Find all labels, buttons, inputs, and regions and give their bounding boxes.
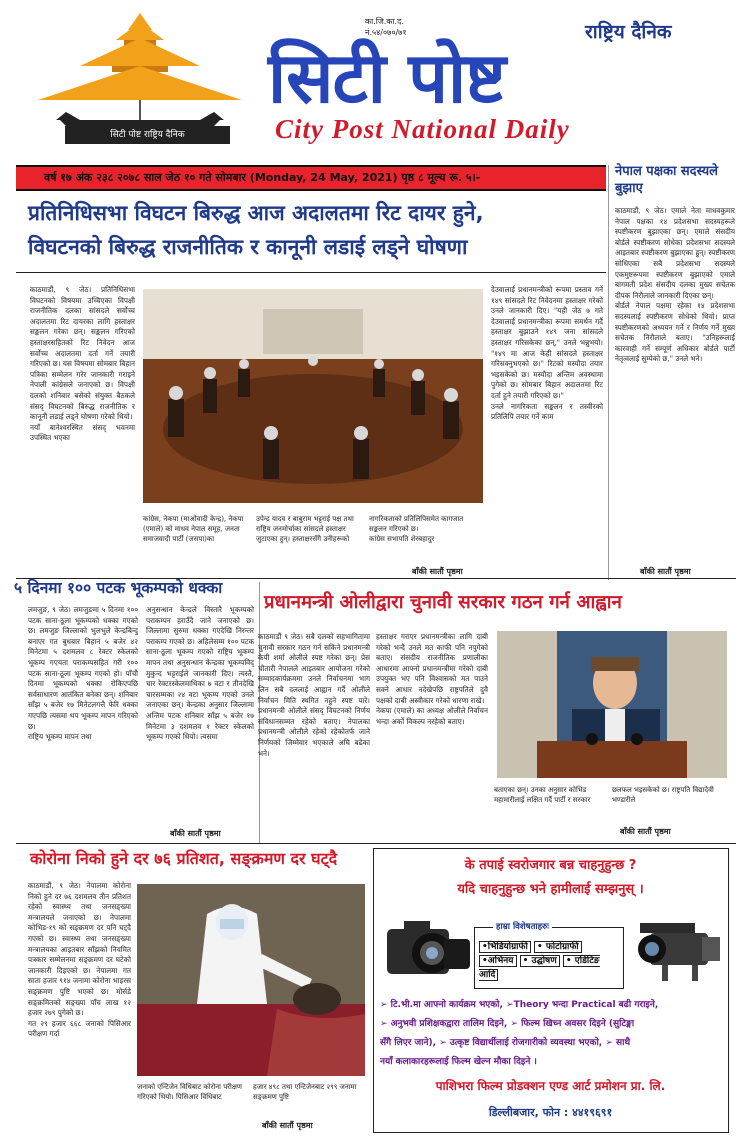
lead-photo-caption-2: उपेन्द्र यादव र बाबुराम भट्टराई पक्ष तथा राष्ट्रिय जनमोर्चाका सांसदले हस्ताक्षर जुटाएका हुन्। हस्ताक्षरसँगै उनीहरूको [256, 515, 354, 543]
corona-photo-caption-1: जनाको एन्टिजेन विधिबाट कोरोना परीक्षण गरिएको थियो। पिसिआर विधिबाट [137, 1083, 242, 1101]
quake-headline: ५ दिनमा १०० पटक भूकम्पको धक्का [14, 579, 223, 597]
dateline-text: वर्ष १७ अंक २३८ २०७८ साल जेठ १० गते सोमबार (Monday, 24 May, 2021) पृष्ठ ८ मूल्य रू. ५।- [44, 171, 481, 184]
lead-headline-line-2: विघटनको बिरुद्ध राजनीतिक र कानूनी लडाई लड्ने घोषणा [28, 235, 468, 259]
registration-line-1: का.जि.का.द. [365, 17, 404, 26]
ad-bullet-4: नयाँ कलाकारहरूलाई फिल्म खेल्न मौका दिइने । [380, 1057, 537, 1067]
parliament-meeting-photo [143, 289, 483, 503]
advertisement [373, 848, 729, 1133]
ad-company-name: पाशिभरा फिल्म प्रोडक्शन एण्ड आर्ट प्रमोशन प्रा. लि. [435, 1079, 666, 1093]
sidebar-continued: बाँकी सातौं पृष्ठमा [640, 567, 691, 576]
pm-continued: बाँकी सातौं पृष्ठमा [620, 827, 671, 836]
masthead-title: सिटी पोष्ट [268, 37, 505, 119]
ad-bullet-2: ➢ अनुभवी प्रशिक्षकद्वारा तालिम दिइने, ➢ फिल्म खिच्न अवसर दिइने (सुटिङ्मा [380, 1019, 635, 1029]
pm-column-1: काठमाडौं ९ जेठ। सबै दलको सहभागितामा चुनावी सरकार गठन गर्न सकिने प्रधानमन्त्री केपी शर्मा ओलीले स्पष्ट गरेका छन्। प्रेस चौतारी नेपालले आइतबार आयोजना गरेको सम्वादकार्यक्रममा उनले निर्वाचनमा भाग लिन सबै दललाई आह्वान गर्दै ओलीले निर्वाचन मिति स्थगित नहुने स्पष्ट पारे। प्रधानमन्त्री ओलीले संसद् विघटनको निर्णय संविधानसम्मत रहेको बताए। नेपालका प्रधानमन्त्री ओलीले रहेको रहेकोतर्फ जाने निर्णयको जिम्मेवार भएकाले अघि बढेका भने। [258, 632, 370, 758]
pagoda-logo [20, 8, 260, 158]
lead-column-4: देउवालाई प्रधानमन्त्रीको रूपमा प्रस्ताव गर्ने १४९ सांसदले रिट निवेदनमा हस्ताक्षर गरेको उनले जानकारी दिए। "यही जेठ ७ गते देउवालाई प्रधानमन्त्रीका रूपमा समर्थन गर्दै हस्ताक्षर बुझाउने १४९ जना सांसदले हस्ताक्षर गरिसकेका छन्," उनले भन्नुभयो। "१४९ मा आज केही सांसदले हस्ताक्षर गरिसक्नुभएको छ।" रिटको मस्यौदा तयार भइसकेको छ। मस्यौदा अन्तिम अवस्थामा पुगेको छ। सोमबार बिहान अदालतमा रिट दर्ता हुने तयारी गरिएको छ।" उनले नागरिकता सङ्कलन र तस्वीरको प्रतिलिपि तयार गर्ने काम [491, 285, 603, 422]
sidebar-headline: नेपाल पक्षका सदस्यले बुझाए [615, 164, 718, 196]
registration-line-2: नं.५४/०७०/७१ [365, 28, 407, 37]
ad-bullet-1: ➢ टि.भी.मा आफ्नो कार्यक्रम भएको, ➢Theory भन्दा Practical बढी गराइने, [380, 1000, 659, 1010]
video-camera-icon [632, 911, 724, 986]
masthead-title-english: City Post National Daily [275, 114, 570, 144]
corona-column-1: काठमाडौं, ९ जेठ। नेपालमा कोरोना निको हुने दर ७६ दशमलव तीन प्रतिशत रहेको स्वास्थ्य तथा जनसङ्ख्या मन्त्रालयले जनाएको छ। नेपालमा कोभिड-१९ को सङ्क्रमण दर पनि घट्दै गएको छ। स्वास्थ्य तथा जनसङ्ख्या मन्त्रालयका आइतबार साँझको नियमित पत्रकार सम्मेलनमा सङ्क्रमण दर घटेको जानकारी दिइएको छ। नेपालमा गत साता हजार ९१४ जनामा कोरोना भाइरस सङ्क्रमण पुष्टि भएको छ। मोर्सडे सङ्क्रमितको सङ्ख्या पाँच लाख १२ हजार २७९ पुगेको छ। गत २९ हजार ६६८ जनाको पिसिआर परीक्षण गर्दा [28, 881, 131, 1039]
lead-headline-line-1: प्रतिनिधिसभा विघटन बिरुद्ध आज अदालतमा रिट दायर हुने, [28, 201, 484, 225]
dateline-bar [16, 165, 606, 191]
pm-photo-caption-1: बताएका छन्। उनका अनुसार कोभिड महामारीलाई लक्षित गर्दै पार्टी र सरकार [494, 786, 591, 804]
pm-headline: प्रधानमन्त्री ओलीद्वारा चुनावी सरकार गठन गर्न आह्वान [264, 592, 622, 613]
masthead [0, 0, 745, 160]
logo-caption: सिटी पोष्ट राष्ट्रिय दैनिक [65, 126, 230, 144]
sidebar-body: काठमाडौं, ९ जेठ। एमाले नेता माधवकुमार नेपाल पक्षका १४ प्रदेशसभा सदस्यहरूले स्पष्टीकरण बुझाएका छन्। एमाले संसदीय बोर्डले स्पष्टीकरण सोधेका प्रदेशसभा सदस्यले आइतबार स्पष्टीकरण बुझाएका हुन्। स्पष्टीकरण सोधिएका सबै प्रदेशसभा सदस्यले एकमुष्टरूपमा स्पष्टीकरण बुझाएको एमाले बागमती प्रदेश संसदीय दलका मुख्य सचेतक दीपक निरौलाले जानकारी दिएका छन्। बोर्डले नेपाल पक्षमा रहेका १४ प्रदेशसभा सदस्यलाई स्पष्टीकरण सोधेको थियो। प्राप्त स्पष्टीकरणको अध्ययन गर्ने र निर्णय गर्ने मुख्य सचेतक निरौलाले बताए। "उनिहरूलाई कारवाही गर्ने सम्पूर्ण अधिकार बोर्डले पार्टी नेतृत्वलाई सुम्पेको छ," उनले भने। [615, 206, 735, 364]
section-rule-2 [16, 843, 736, 844]
ad-feature-acting: •अभिनय [479, 955, 517, 967]
lead-photo-caption-1: कांग्रेस, नेकपा (माओवादी केन्द्र), नेकपा (एमाले) को माधव नेपाल समूह, जनता समाजवादी पार्टी (जसपा)का [143, 515, 244, 543]
lead-rule [16, 272, 606, 273]
camera-icon [382, 911, 472, 986]
lead-continued: बाँकी सातौं पृष्ठमा [412, 567, 463, 576]
covid-testing-photo [137, 884, 365, 1076]
ad-features-box [474, 922, 624, 989]
ad-feature-announcing: • उद्घोषण [520, 955, 560, 967]
ad-feature-editing: • एडिटिङ आदि [479, 956, 600, 980]
ad-feature-videography: •भिडियोग्राफी [479, 941, 531, 953]
lead-column-1: काठमाडौं, ९ जेठ। प्रतिनिधिसभा विघटनको विषयमा उच्चिएका विपक्षी राजनीतिक दलका सांसदले सर्वोच्च अदालतमा रिट दायरका लागि हस्ताक्षर सङ्कलन गरेका छन्। सङ्कलन गरिएको हस्ताक्षरसहितको रिट निवेदन आज सर्वोच्च अदालतमा दर्ता गर्ने तयारी गरिएको छ। यस विषयमा सोमबार बिहान पत्रिका सम्मेलन गरेर जानकारी गराइने नेपाली कांग्रेसले जनाएको छ। विपक्षी दलको शनिबार बसेको संयुक्त बैठकले संसद् विघटनको बिरुद्ध राजनीतिक र कानूनी लडाई लड्ने घोषणा गरेको थियो। नयाँ बानेश्वरस्थित संसद् भवनमा उपस्थित भएका [30, 285, 135, 443]
corona-photo-caption-2: हजार ४९८ तथा एन्टिजेनबाट २९९ जनामा सङ्क्रमण पुष्टि [253, 1083, 357, 1101]
quake-continued: बाँकी सातौं पृष्ठमा [170, 829, 221, 838]
ad-address: डिल्लीबजार, फोन : ४४१९६९१ [488, 1106, 613, 1119]
masthead-tagline: राष्ट्रिय दैनिक [585, 21, 672, 43]
ad-line-1: के तपाई स्वरोजगार बन्न चाहनुहुन्छ ? [464, 858, 637, 873]
quake-column-2: अनुसन्धान केन्द्रले विस्तारै भूकम्पको पराकम्पन हराउँदै जाने जनाएको छ। जिल्लामा सुरुमा धक्का गएदेखि निरन्तर पराकम्प गएको छ। अहिलेसम्म १०० पटक साना-ठूला भूकम्प गएको राष्ट्रिय भूकम्प मापन तथा अनुसन्धान केन्द्रका भूकम्पविद् मुकुन्द भट्टराईले जानकारी दिए। त्यस्तै, चार रेक्टरस्केलमाथिका ७ वटा र तीनदेखि चारसम्मका २४ वटा भूकम्प गएको उनले जनाएका छन्। केन्द्रका अनुसार जिल्लामा अन्तिम पटक शनिबार साँझ ५ बजेर १७ मिनेटमा ३ दशमलव १ रेक्टर स्केलको भूकम्प गएको थियो। त्यसमा [146, 605, 254, 742]
lead-photo-caption-3: नागरिकताको प्रतिलिपिसमेत कागजात सङ्कलन गरिएको छ। कांग्रेस सभापति शेरबहादुर [369, 515, 464, 543]
quake-column-1: लमजुङ, ९ जेठ। लमजुङमा ५ दिनमा १०० पटक साना-ठूला भूकम्पको धक्का गएको छ। लमजुङ जिल्लाको भुलभुले केन्द्रबिन्दु बनाएर गत बुधबार बिहान ५ बजेर ४२ मिनेटमा ५ दशमलव ८ रेक्टर स्केलको भूकम्प गएयता पराकम्पसहित गरी १०० पटक साना-ठूला भूकम्प गएको हो। पाँचौ दिनमा भूकम्पको धक्का रोकिएपछि सर्वसाधारण आतंकित बनेका छन्। शनिबार साँझ ५ बजेर १७ मिनेटलगत्तै फेरि धक्का गएपछि त्यसमा थप भूकम्प मापन गरिएको छ। राष्ट्रिय भूकम्प मापन तथा [28, 605, 138, 742]
corona-headline: कोरोना निको हुने दर ७६ प्रतिशत, सङ्क्रमण दर घट्दै [30, 849, 338, 868]
ad-features-title: हाम्रा विशेषताहरुः [493, 921, 552, 932]
corona-continued: बाँकी सातौं पृष्ठमा [262, 1121, 313, 1130]
sidebar-divider [608, 165, 609, 580]
ad-bullet-3: सँगै लिएर जाने), ➢ उत्कृष्ट विद्यार्थीलाई रोजगारीको व्यवस्था भएको, ➢ साथै [380, 1038, 631, 1048]
ad-line-2: यदि चाहनुहुन्छ भने हामीलाई सम्झनुस् । [457, 882, 644, 897]
prime-minister-photo [497, 631, 727, 778]
ad-feature-photography: • फोटोग्राफी [534, 941, 582, 953]
pm-photo-caption-2: छलफल भइसकेको छ। राष्ट्रपति विद्यादेवी भण्डारीले [612, 786, 714, 804]
pm-column-2: हस्ताक्षर गराएर प्रधानमन्त्रीका लागि दाबी गरेको भन्दै उनले मत काफी पनि नपुगेको बताए। संसदीय राजनीतिक प्रणालीका आधारमा आफ्नो प्रधानमन्त्रीमा गरेको दाबी उपयुक्त भए पनि विश्वासको मत पाउने सक्ने आधार नदेखेपछि राष्ट्रपतिले दुवै पक्षको दाबी अस्वीकार गरेको धारणा राखे। नेकपा (एमाले) का अध्यक्ष ओलीले निर्वाचन भन्दा अर्को विकल्प नरहेको बताए। [376, 632, 488, 726]
